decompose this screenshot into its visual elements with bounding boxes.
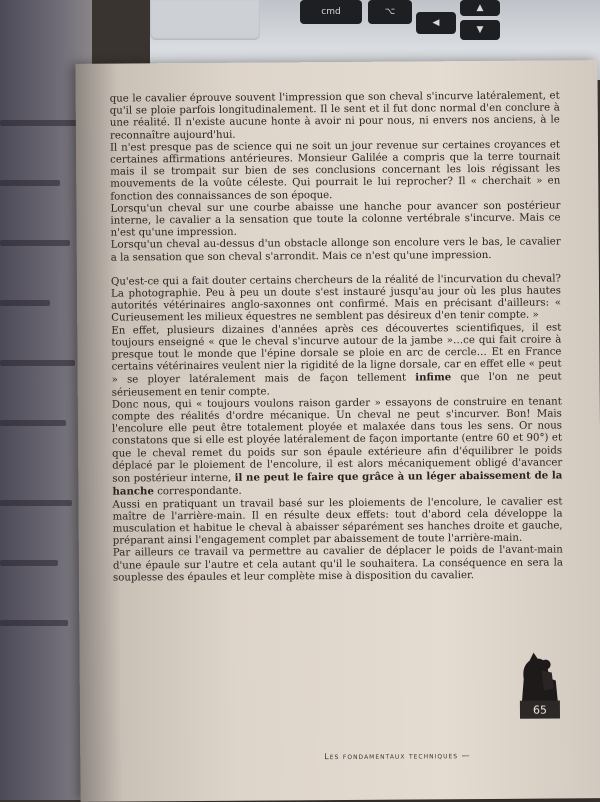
emphasis-text: infime xyxy=(415,371,452,384)
down-arrow-key: ▼ xyxy=(460,20,500,40)
paragraph xyxy=(113,545,563,585)
horse-rider-icon xyxy=(516,648,562,702)
paragraph-text: que l'on ne peut sérieusement en tenir compte. xyxy=(111,371,562,399)
paragraph-text: correspondante. xyxy=(153,485,242,498)
paragraph xyxy=(111,237,561,265)
page-text xyxy=(110,90,563,584)
paragraph-text: Qu'est-ce qui a fait douter certains chercheurs de la réalité de l'incurvation du cheval? La photographie. Peu à peu un doute s'est instauré jusqu'au jour où les plus hautes autorités vétérinaires anglo-saxonnes ont confirmé. Mais en précisant d'ailleurs: « Curieusement les milieux équestres ne semblent pas désireux d'en tenir compte. » xyxy=(110,273,562,325)
paragraph-text: Aussi en pratiquant un travail basé sur les ploiements de l'encolure, le cavalier est maître de l'arrière-main. Il en résulte deux effets: tout d'abord cela développe la musculation et habitue le cheval à abaisser séparément ses hanches droite et gauche, préparant ainsi l'engagement complet par abaissement de toute l'arrière-main. xyxy=(112,495,563,547)
paragraph xyxy=(110,90,560,142)
running-footer: Les fondamentaux techniques — xyxy=(324,751,471,762)
paragraph xyxy=(111,322,562,399)
paragraph-text: Il n'est presque pas de science qui ne soit un jour revenue sur certaines croyances et certaines affirmations antérieures. Monsieur Galilée a compris que la terre tournait mais il se trompait sur bien de ses conclusions concernant les lois régissant les mouvements de la voûte céleste. Qui pourrait le lui reprocher? Il « cherchait » en fonction des connaissances de son époque. xyxy=(109,139,561,203)
up-arrow-key: ▲ xyxy=(460,0,500,16)
emphasis-text: il ne peut le faire que grâce à un léger abaissement de la hanche xyxy=(112,469,563,498)
cmd-key: cmd xyxy=(300,0,362,24)
option-key: ⌥ xyxy=(368,0,412,24)
paragraph-text: que le cavalier éprouve souvent l'impression que son cheval s'incurve latéralement, et qu'il se ploie parfois longitudinalement. Il le sent et il fut donc normal d'en conclure à une réalité. Il n'existe aucune honte à avoir ni pour nous, ni envers nos anciens, à le reconnaître aujourd'hui. xyxy=(109,90,560,142)
paragraph-text: Lorsqu'un cheval sur une courbe abaisse une hanche pour avancer son postérieur interne, le cavalier a la sensation que toute la colonne vertébrale s'incurve. Mais ce n'est qu'une impression. xyxy=(110,200,561,239)
paragraph-text: En effet, plusieurs dizaines d'années après ces découvertes scientifiques, il est toujours enseigné « que le cheval s'incurve autour de la jambe »…ce qui fait croire à presque tout le monde que l'épine dorsale se ploie en arc de cercle… Et en France certains vétérinaires veulent nier la rigidité de la ligne dorsale, car en effet elle « peut » se ployer latéralement mais de façon tellement xyxy=(111,322,562,387)
paragraph xyxy=(111,273,561,325)
paragraph xyxy=(112,496,562,548)
paragraph xyxy=(110,139,560,203)
page-number: 65 xyxy=(520,700,560,718)
paragraph-text: Lorsqu'un cheval au-dessus d'un obstacle allonge son encolure vers le bas, le cavalier a la sensation que son cheval s'arrondit. Mais ce n'est qu'une impression. xyxy=(110,236,561,264)
paragraph-text: Par ailleurs ce travail va permettre au cavalier de déplacer le poids de l'avant-main d'une épaule sur l'autre et cela autant qu'il le souhaitera. La conséquence en sera la souplesse des épaules et leur complète mise à disposition du cavalier. xyxy=(112,544,563,584)
book-page xyxy=(75,60,600,802)
paragraph xyxy=(112,396,563,499)
left-arrow-key: ◀ xyxy=(416,12,456,34)
paragraph-text: Donc nous, qui « toujours voulons raison garder » essayons de construire en tenant compte des réalités d'ordre mécanique. Un cheval ne peut s'incurver. Bon! Mais l'encolure elle peut être totalement ployée et malaxée dans tous les sens. Or nous constatons que si elle est ployée latéralement de façon importante (entre 60 et 90°) et que le cheval remet du poids sur son épaule extérieure afin d'équilibrer le poids déplacé par le ploiement de l'encolure, il est alors mécaniquement obligé d'avancer son postérieur interne, xyxy=(111,396,563,485)
trackpad xyxy=(150,0,260,40)
paragraph xyxy=(110,200,560,240)
